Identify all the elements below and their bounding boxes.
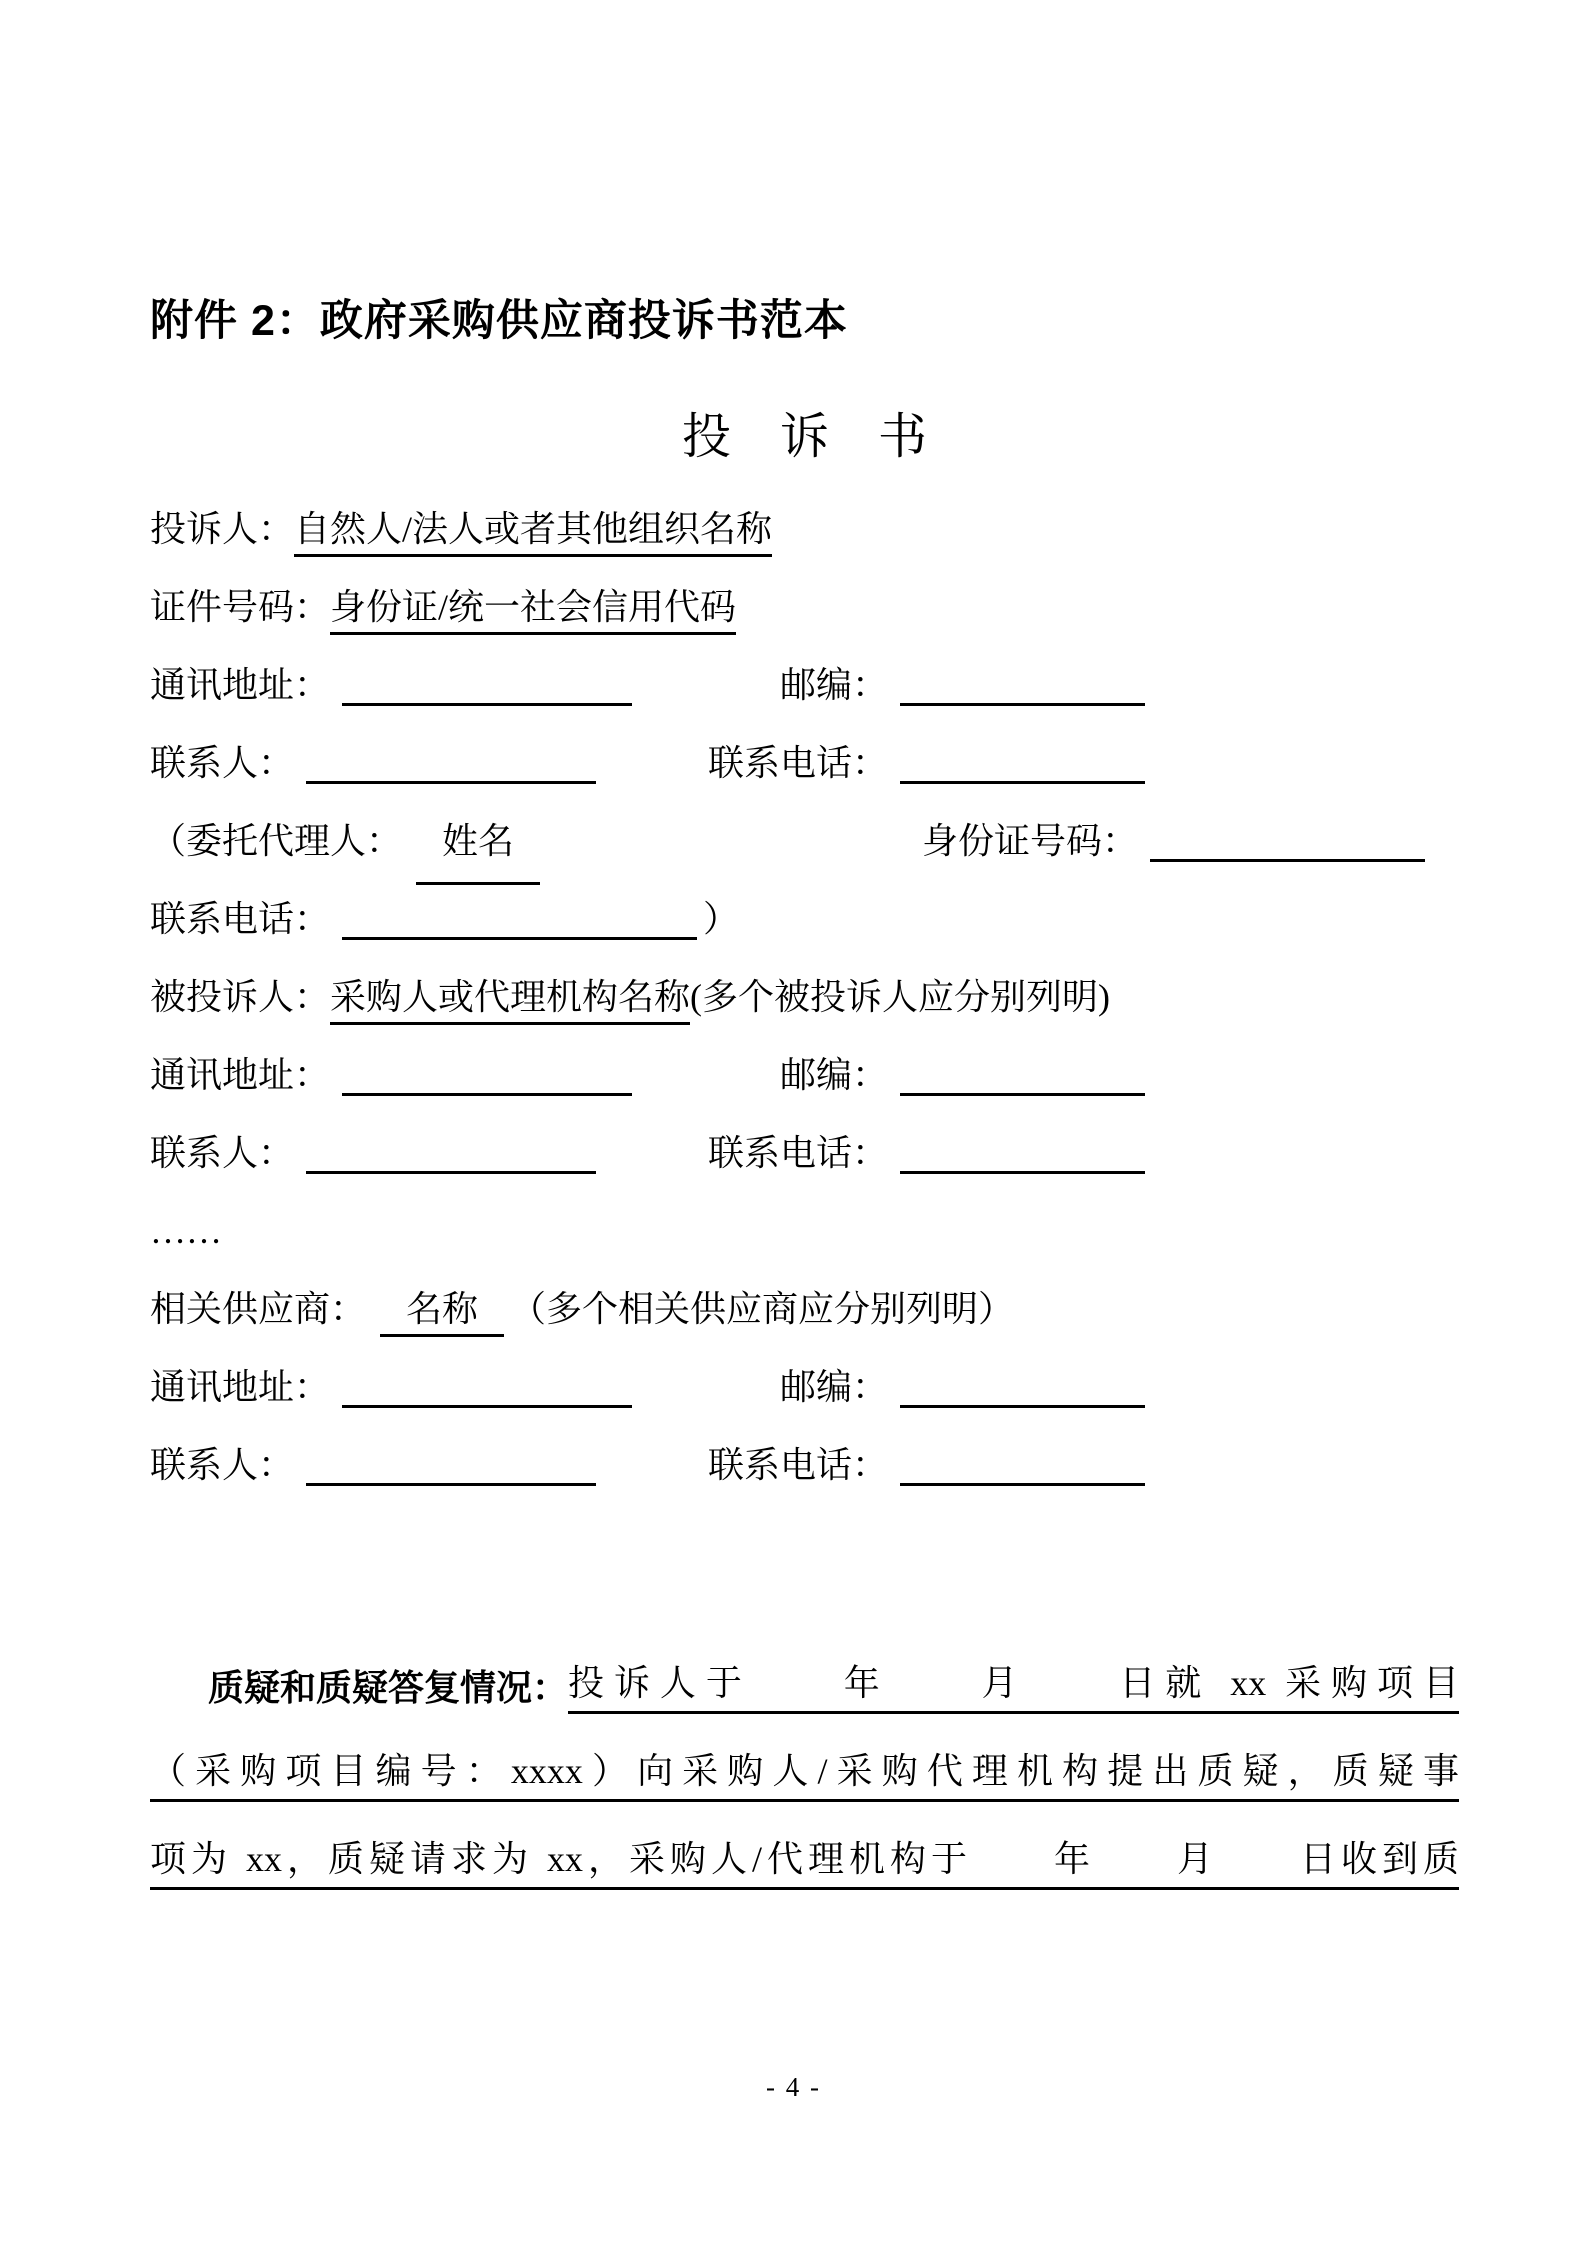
supplier-postcode-label: 邮编： [779, 1367, 888, 1407]
inquiry-line-1-text: 投诉人于 年 月 日就 xx 采购项目 [568, 1657, 1459, 1714]
supplier-phone-blank [900, 1480, 1145, 1486]
complainant-id-row [150, 568, 1459, 646]
agent-id-blank [1150, 856, 1425, 862]
agent-row [150, 802, 1459, 880]
respondent-address-blank [342, 1090, 632, 1096]
complainant-name-value: 自然人/法人或者其他组织名称 [294, 509, 772, 557]
supplier-address-row [150, 1348, 1459, 1426]
supplier-contact-blank [306, 1480, 596, 1486]
respondent-address-row [150, 1036, 1459, 1114]
supplier-contact-label: 联系人： [150, 1445, 295, 1485]
agent-id-label: 身份证号码： [921, 821, 1138, 861]
complainant-contact-row [150, 724, 1459, 802]
complainant-postcode-blank [900, 700, 1145, 706]
document-title: 投 诉 书 [681, 409, 927, 464]
respondent-contact-blank [306, 1168, 596, 1174]
respondent-name-value: 采购人或代理机构名称 [330, 977, 690, 1025]
agent-name-blank: 姓名 [416, 802, 540, 885]
respondent-contact-label: 联系人： [150, 1133, 295, 1173]
respondent-more-row [150, 1192, 1459, 1270]
complainant-phone-blank [900, 778, 1145, 784]
page-number: - 4 - [766, 2072, 821, 2102]
respondent-name-row [150, 958, 1459, 1036]
agent-phone-blank [342, 934, 697, 940]
respondent-contact-row [150, 1114, 1459, 1192]
supplier-phone-label: 联系电话： [707, 1445, 888, 1485]
supplier-address-label: 通讯地址： [150, 1367, 331, 1407]
respondent-name-label: 被投诉人： [150, 977, 331, 1017]
complainant-contact-blank [306, 778, 596, 784]
inquiry-line-3-text: 项为 xx，质疑请求为 xx，采购人/代理机构于 年 月 日收到质 [150, 1833, 1459, 1890]
complainant-phone-label: 联系电话： [707, 743, 888, 783]
supplier-name-row [150, 1270, 1459, 1348]
ellipsis-indicator: …… [150, 1211, 222, 1251]
agent-open-label: （委托代理人： [150, 821, 403, 861]
complainant-address-label: 通讯地址： [150, 665, 331, 705]
complainant-contact-label: 联系人： [150, 743, 295, 783]
complainant-id-value: 身份证/统一社会信用代码 [330, 587, 736, 635]
respondent-name-note: (多个被投诉人应分别列明) [690, 977, 1111, 1017]
agent-phone-row [150, 880, 1459, 958]
respondent-postcode-blank [900, 1090, 1145, 1096]
respondent-postcode-label: 邮编： [779, 1055, 888, 1095]
complainant-postcode-label: 邮编： [779, 665, 888, 705]
complainant-address-row [150, 646, 1459, 724]
respondent-phone-label: 联系电话： [707, 1133, 888, 1173]
inquiry-heading: 质疑和质疑答复情况： [208, 1667, 569, 1708]
inquiry-line-1 [150, 1626, 1459, 1714]
complainant-id-label: 证件号码： [150, 587, 331, 627]
supplier-postcode-blank [900, 1402, 1145, 1408]
complainant-name-row [150, 490, 1459, 568]
respondent-phone-blank [900, 1168, 1145, 1174]
complainant-address-blank [342, 700, 632, 706]
supplier-address-blank [342, 1402, 632, 1408]
inquiry-line-2 [150, 1714, 1459, 1802]
supplier-name-note: （多个相关供应商应分别列明） [510, 1289, 1015, 1329]
complainant-name-label: 投诉人： [150, 509, 295, 549]
attachment-title: 附件 2：政府采购供应商投诉书范本 [150, 297, 848, 345]
respondent-address-label: 通讯地址： [150, 1055, 331, 1095]
supplier-contact-row [150, 1426, 1459, 1504]
supplier-name-label: 相关供应商： [150, 1289, 367, 1329]
inquiry-line-2-text: （采购项目编号：xxxx）向采购人/采购代理机构提出质疑，质疑事 [150, 1745, 1459, 1802]
supplier-name-blank: 名称 [380, 1286, 504, 1337]
inquiry-line-3 [150, 1802, 1459, 1890]
agent-phone-label: 联系电话： [150, 899, 331, 939]
agent-close-paren: ） [703, 899, 740, 939]
complaint-form [150, 490, 1459, 1504]
inquiry-section [150, 1626, 1459, 1890]
